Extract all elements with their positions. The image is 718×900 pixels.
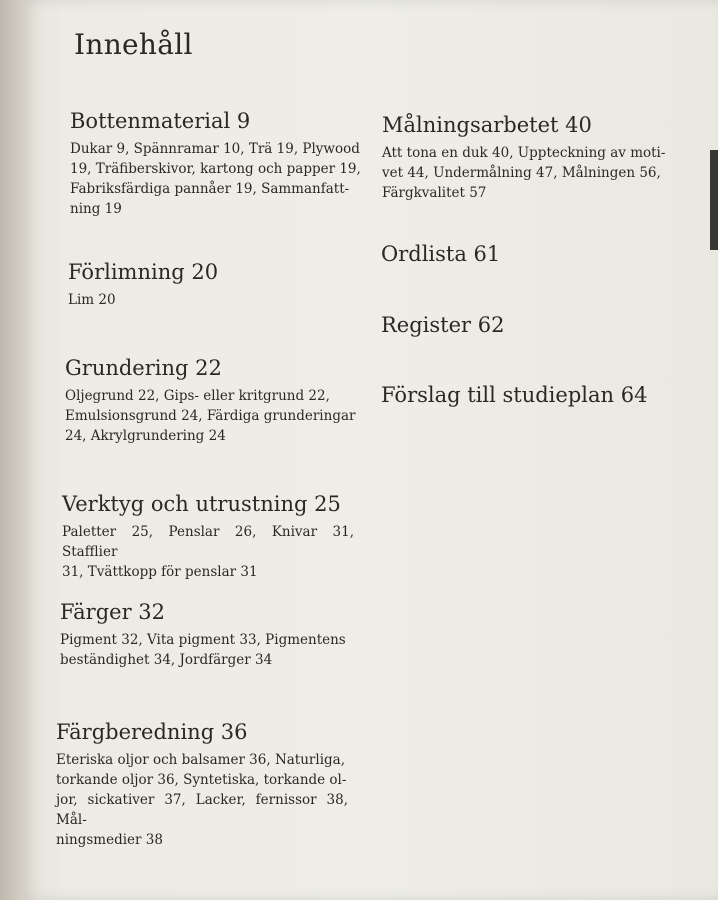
toc-entries: Oljegrund 22, Gips- eller kritgrund 22, Emulsionsgrund 24, Färdiga grunderingar 24, Akrylgrundering 24 [65,388,356,444]
toc-heading: Register 62 [381,313,505,337]
toc-section-verktyg [62,490,354,582]
toc-entries: Eteriska oljor och balsamer 36, Naturliga, torkande oljor 36, Syntetiska, torkande ol- jor, sickativer 37, Lacker, fernissor 38, Mål- ningsmedier 38 [56,752,348,848]
toc-section-studieplan [381,381,647,409]
toc-entries: Paletter 25, Penslar 26, Knivar 31, Stafflier 31, Tvättkopp för penslar 31 [62,524,354,580]
toc-heading: Målningsarbetet 40 [382,113,592,137]
toc-heading: Ordlista 61 [381,242,501,266]
toc-heading: Förslag till studieplan 64 [381,383,648,407]
toc-section-forlimning [68,258,360,310]
toc-heading: Verktyg och utrustning 25 [62,492,341,516]
toc-section-bottenmaterial [70,107,362,219]
toc-entries: Dukar 9, Spännramar 10, Trä 19, Plywood 19, Träfiberskivor, kartong och papper 19, Fabriksfärdiga pannåer 19, Sammanfatt- ning 19 [70,141,361,217]
toc-section-fargberedning [56,718,348,850]
toc-entries: Pigment 32, Vita pigment 33, Pigmentens beständighet 34, Jordfärger 34 [60,632,346,668]
toc-section-grundering [65,354,357,446]
toc-heading: Färgberedning 36 [56,720,248,744]
page-title: Innehåll [74,28,193,61]
toc-heading: Förlimning 20 [68,260,219,284]
toc-section-malningsarbetet [382,111,678,203]
toc-heading: Färger 32 [60,600,166,624]
toc-section-ordlista [381,240,500,268]
book-gutter [0,0,22,900]
page-edge-shadow [710,150,718,250]
toc-section-farger [60,598,352,670]
toc-entries: Lim 20 [68,292,116,308]
toc-entries: Att tona en duk 40, Uppteckning av moti- vet 44, Undermålning 47, Målningen 56, Färgkvalitet 57 [382,145,666,201]
toc-heading: Grundering 22 [65,356,222,380]
toc-heading: Bottenmaterial 9 [70,109,251,133]
toc-section-register [381,311,504,339]
